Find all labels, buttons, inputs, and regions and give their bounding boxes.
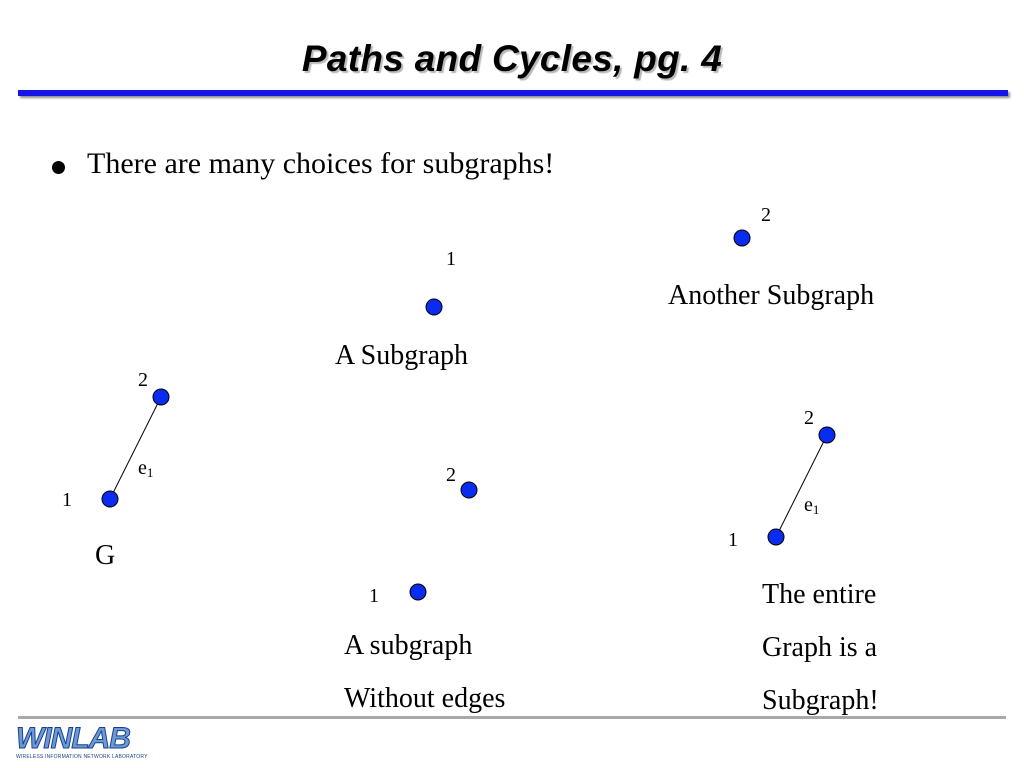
graph-entire-node-1 — [768, 529, 784, 545]
graph-g-caption: G — [95, 540, 116, 571]
subgraph-b-caption: Another Subgraph — [668, 280, 875, 311]
winlab-logo-subtitle: WIRELESS INFORMATION NETWORK LABORATORY — [16, 754, 148, 760]
footer-divider — [18, 716, 1006, 719]
graph-g-node-2-label: 2 — [138, 369, 148, 391]
graph-g-node-1 — [102, 491, 118, 507]
slide-title: Paths and Cycles, pg. 4 — [301, 38, 723, 79]
winlab-logo — [16, 724, 168, 764]
graph-g-node-2 — [153, 389, 169, 405]
graph-entire-edge-e1 — [776, 435, 827, 537]
graph-g-edge-label: $e_1$ — [138, 457, 154, 480]
graph-entire-caption-line2: Graph is a — [762, 632, 878, 663]
no-edges-node-2 — [461, 482, 477, 498]
graph-g-node-1-label: 1 — [62, 489, 72, 511]
bullet-text: There are many choices for subgraphs! — [87, 147, 555, 180]
graph-entire-caption-line3: Subgraph! — [762, 685, 879, 716]
subgraph-b-node-2-label: 2 — [761, 204, 771, 226]
graph-entire-node-1-label: 1 — [728, 529, 738, 551]
subgraph-b-node-2 — [734, 230, 750, 246]
graph-entire-node-2 — [819, 427, 835, 443]
no-edges-node-1 — [410, 584, 426, 600]
subgraph-a-node-1 — [426, 299, 442, 315]
subgraph-a-node-1-label: 1 — [446, 248, 456, 270]
winlab-logo-text: WINLAB — [16, 722, 130, 755]
graph-g-edge-e1 — [110, 397, 161, 499]
no-edges-caption-line1: A subgraph — [344, 630, 473, 661]
subgraph-a-caption: A Subgraph — [335, 340, 468, 371]
graph-entire-edge-label: $e_1$ — [804, 494, 820, 517]
graph-entire-caption-line1: The entire — [762, 579, 877, 610]
no-edges-node-2-label: 2 — [446, 464, 456, 486]
no-edges-caption-line2: Without edges — [344, 683, 506, 714]
graph-entire-node-2-label: 2 — [804, 407, 814, 429]
no-edges-node-1-label: 1 — [369, 585, 379, 607]
